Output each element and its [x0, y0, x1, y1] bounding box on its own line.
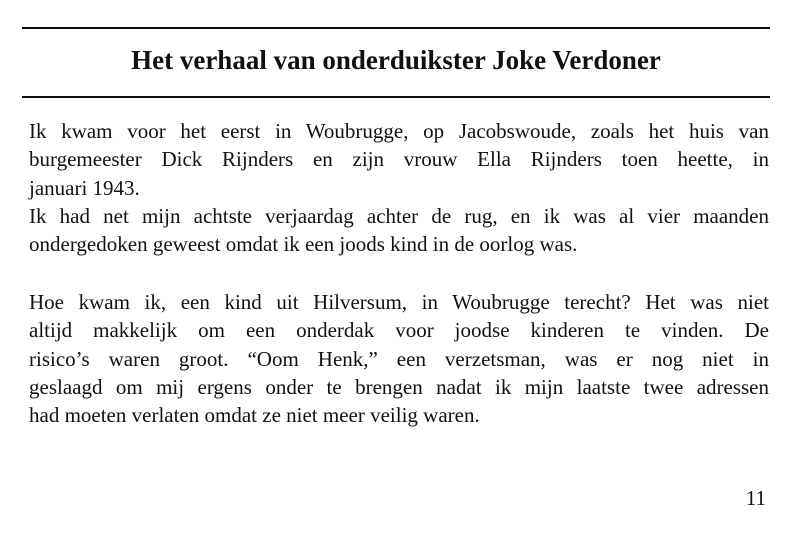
text-line: burgemeester Dick Rijnders en zijn vrouw Ella Rijnders toen heette, in	[29, 147, 769, 172]
text-line: ondergedoken geweest omdat ik een joods kind in de oorlog was.	[29, 232, 578, 257]
paragraph-1	[29, 117, 769, 258]
text-line: Ik had net mijn achtste verjaardag achter de rug, en ik was al vier maanden	[29, 203, 769, 228]
text-line: Hoe kwam ik, een kind uit Hilversum, in Woubrugge terecht? Het was niet	[29, 290, 769, 314]
text-line: Ik kwam voor het eerst in Woubrugge, op Jacobswoude, zoals het huis van	[29, 119, 769, 143]
text-line: altijd makkelijk om een onderdak voor joodse kinderen te vinden. De	[29, 318, 769, 343]
text-line: geslaagd om mij ergens onder te brengen nadat ik mijn laatste twee adressen	[29, 374, 769, 399]
bottom-rule	[22, 96, 770, 98]
paragraph-2	[29, 288, 769, 429]
top-rule	[22, 27, 770, 29]
page-title: Het verhaal van onderduikster Joke Verdoner	[131, 45, 661, 75]
text-line: januari 1943.	[29, 175, 140, 200]
text-line: had moeten verlaten omdat ze niet meer veilig waren.	[29, 403, 480, 428]
text-line: risico’s waren groot. “Oom Henk,” een verzetsman, was er nog niet in	[29, 346, 769, 371]
page-number: 11	[745, 486, 766, 510]
